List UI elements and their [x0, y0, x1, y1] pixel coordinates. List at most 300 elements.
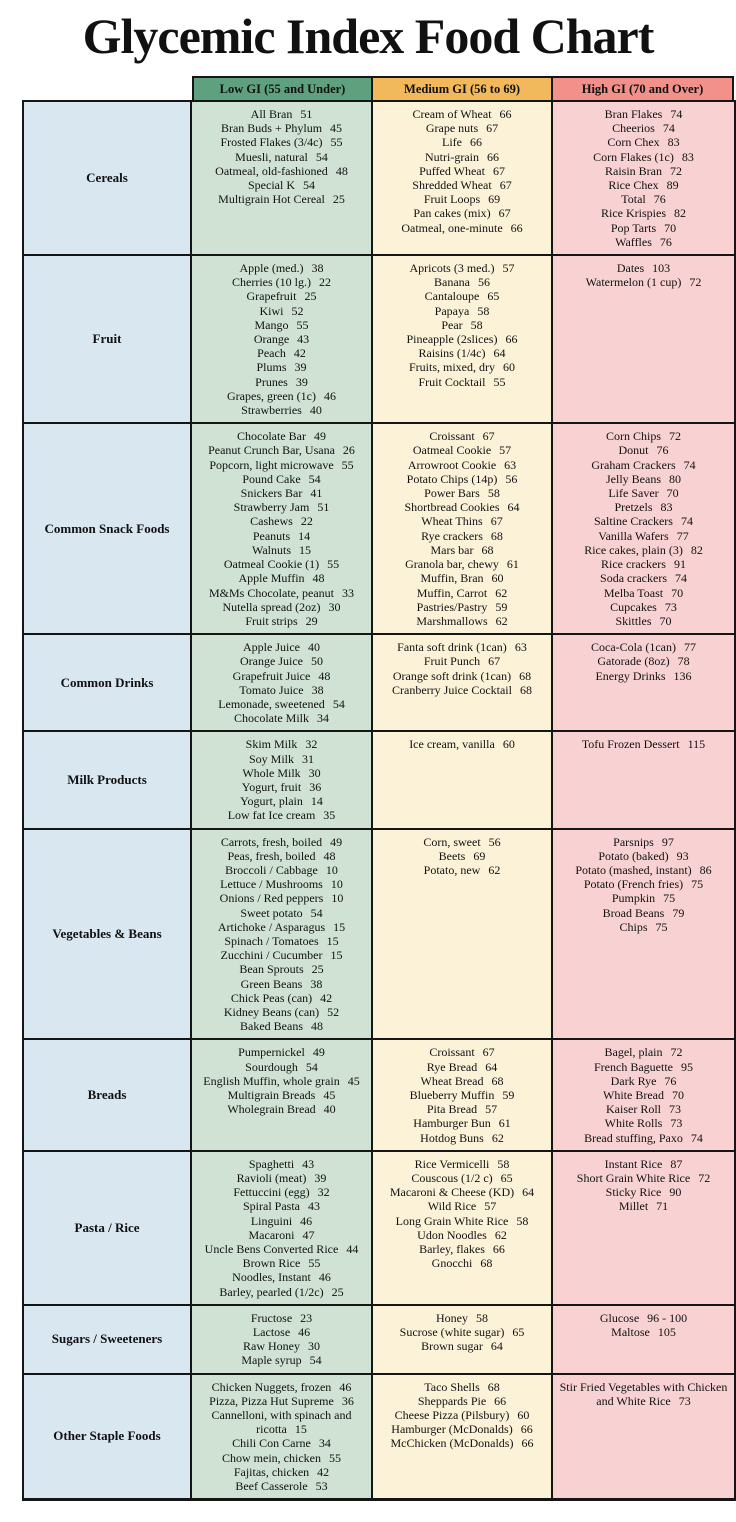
food-gi-value: 39 [314, 1171, 327, 1186]
food-name: Corn Flakes (1c) [593, 149, 674, 164]
food-gi-value: 29 [305, 613, 318, 628]
food-name: Grapes, green (1c) [227, 388, 316, 403]
food-name: Soda crackers [600, 571, 667, 586]
food-item [557, 443, 730, 457]
food-gi-value: 67 [490, 514, 503, 529]
food-name: Fruit Cocktail [418, 374, 486, 389]
medium-gi-cell [373, 102, 553, 254]
food-item [557, 1311, 730, 1325]
food-gi-value: 46 [300, 1213, 313, 1228]
food-name: Rice crackers [601, 557, 666, 572]
food-name: Wild Rice [427, 1199, 477, 1214]
food-gi-value: 71 [656, 1199, 669, 1214]
food-gi-value: 115 [687, 737, 706, 752]
food-gi-value: 65 [487, 289, 500, 304]
food-item [557, 192, 730, 206]
food-gi-value: 26 [342, 443, 355, 458]
food-item [196, 389, 367, 403]
food-item [377, 600, 547, 614]
food-name: Rye Bread [426, 1059, 478, 1074]
food-gi-value: 60 [503, 360, 515, 375]
food-item [196, 543, 367, 557]
food-name: Pop Tarts [610, 220, 657, 235]
food-gi-value: 54 [332, 696, 345, 711]
food-name: Ice cream, vanilla [409, 737, 495, 752]
food-name: Kaiser Roll [606, 1102, 661, 1117]
food-gi-value: 45 [347, 1073, 360, 1088]
food-gi-value: 38 [310, 976, 323, 991]
food-name: Cupcakes [610, 599, 657, 614]
food-gi-value: 39 [295, 374, 308, 389]
food-item [377, 261, 547, 275]
category-cell [24, 1152, 192, 1304]
food-gi-value: 30 [328, 599, 341, 614]
food-name: Ravioli (meat) [236, 1171, 307, 1186]
category-cell [24, 830, 192, 1039]
food-gi-value: 59 [495, 599, 508, 614]
food-gi-value: 67 [482, 429, 495, 444]
food-name: Donut [618, 443, 649, 458]
food-name: Muffin, Carrot [416, 585, 488, 600]
food-name: Nutri-grain [425, 149, 479, 164]
food-name: Sheppards Pie [417, 1393, 487, 1408]
food-gi-value: 54 [305, 1059, 318, 1074]
food-item [196, 1325, 367, 1339]
food-name: Barley, pearled (1/2c) [219, 1284, 324, 1299]
food-gi-value: 25 [311, 962, 324, 977]
column-header-high-gi: High GI (70 and Over) [553, 76, 734, 100]
food-name: Croissant [429, 1045, 475, 1060]
table-row [24, 256, 734, 424]
category-label: Common Drinks [60, 674, 154, 690]
food-item [557, 600, 730, 614]
table-row [24, 635, 734, 732]
food-item [377, 1045, 547, 1059]
low-gi-cell [192, 1152, 373, 1304]
category-label: Milk Products [67, 771, 147, 787]
food-item [557, 1102, 730, 1116]
food-item [377, 543, 547, 557]
food-gi-value: 52 [291, 303, 304, 318]
food-gi-value: 31 [302, 751, 314, 766]
food-gi-value: 46 [323, 388, 336, 403]
food-item [196, 1311, 367, 1325]
food-gi-value: 62 [494, 1227, 507, 1242]
food-item [377, 1242, 547, 1256]
table-row [24, 424, 734, 635]
food-gi-value: 42 [293, 346, 306, 361]
food-item [557, 275, 730, 289]
food-item [377, 121, 547, 135]
food-name: Pumpkin [611, 891, 656, 906]
food-name: Honey [436, 1310, 468, 1325]
food-gi-value: 43 [308, 1199, 320, 1214]
food-item [196, 920, 367, 934]
food-item [377, 360, 547, 374]
food-item [377, 429, 547, 443]
category-label: Other Staple Foods [53, 1428, 161, 1444]
food-gi-value: 67 [482, 1045, 495, 1060]
food-item [196, 600, 367, 614]
food-item [377, 683, 547, 697]
food-name: Oatmeal Cookie [412, 443, 492, 458]
food-item [377, 640, 547, 654]
food-name: Apple (med.) [239, 261, 304, 276]
food-name: Raisins (1/4c) [418, 346, 486, 361]
food-gi-value: 62 [491, 1130, 504, 1145]
food-name: Bran Flakes [604, 107, 663, 121]
food-gi-value: 65 [500, 1171, 513, 1186]
food-gi-value: 62 [495, 613, 508, 628]
food-gi-value: 49 [312, 1045, 325, 1060]
food-name: Pretzels [614, 500, 653, 515]
high-gi-cell [553, 830, 734, 1039]
food-item [196, 808, 367, 822]
food-item [377, 1131, 547, 1145]
food-name: Banana [434, 275, 470, 290]
food-gi-value: 58 [470, 317, 483, 332]
food-item [196, 1214, 367, 1228]
food-item [557, 107, 730, 121]
food-item [377, 346, 547, 360]
food-name: Cannelloni, with spinach and ricotta [211, 1408, 352, 1437]
food-gi-value: 57 [502, 261, 515, 276]
food-gi-value: 77 [683, 640, 696, 655]
food-name: Rice cakes, plain (3) [584, 542, 683, 557]
food-gi-value: 35 [323, 808, 336, 823]
food-item [196, 304, 367, 318]
food-gi-value: 58 [476, 1310, 488, 1325]
food-item [196, 121, 367, 135]
food-item [196, 1270, 367, 1284]
food-name: Graham Crackers [591, 457, 676, 472]
food-gi-value: 55 [296, 317, 309, 332]
food-name: Kiwi [259, 303, 284, 318]
food-item [557, 235, 730, 249]
food-gi-value: 33 [341, 585, 354, 600]
food-gi-value: 39 [294, 360, 307, 375]
food-gi-value: 64 [485, 1059, 498, 1074]
food-name: Pita Bread [426, 1102, 478, 1117]
table-row [24, 1040, 734, 1151]
food-item [557, 1116, 730, 1130]
table-row [24, 830, 734, 1041]
food-gi-value: 32 [317, 1185, 330, 1200]
food-gi-value: 63 [504, 457, 517, 472]
food-name: Croissant [429, 429, 475, 444]
food-gi-value: 89 [666, 178, 679, 193]
food-gi-value: 72 [670, 1045, 683, 1060]
food-item [557, 1380, 730, 1408]
food-item [557, 835, 730, 849]
food-gi-value: 83 [681, 149, 694, 164]
food-gi-value: 62 [488, 862, 501, 877]
food-item [557, 906, 730, 920]
food-item [377, 1394, 547, 1408]
food-name: Mango [254, 317, 289, 332]
category-cell [24, 732, 192, 827]
food-item [377, 1339, 547, 1353]
food-item [196, 1380, 367, 1394]
food-gi-value: 64 [522, 1185, 535, 1200]
food-name: Rice Krispies [601, 206, 666, 221]
low-gi-cell [192, 732, 373, 827]
food-item [557, 877, 730, 891]
food-item [196, 711, 367, 725]
food-item [377, 443, 547, 457]
high-gi-cell [553, 732, 734, 827]
food-name: Snickers Bar [240, 486, 303, 501]
food-gi-value: 83 [660, 500, 673, 515]
food-item [377, 375, 547, 389]
food-name: Multigrain Hot Cereal [218, 192, 325, 207]
food-item [377, 737, 547, 751]
food-name: Low fat Ice cream [227, 808, 316, 823]
food-name: Corn Chips [605, 429, 661, 444]
food-gi-value: 40 [309, 403, 322, 418]
food-item [196, 1102, 367, 1116]
food-item [557, 221, 730, 235]
low-gi-cell [192, 102, 373, 254]
food-gi-value: 82 [690, 542, 703, 557]
food-name: Apricots (3 med.) [409, 261, 495, 276]
food-gi-value: 83 [667, 135, 680, 150]
food-name: Orange [253, 332, 290, 347]
food-item [377, 1214, 547, 1228]
food-item [196, 1060, 367, 1074]
food-name: Spiral Pasta [243, 1199, 300, 1214]
food-name: Onions / Red peppers [219, 891, 324, 906]
food-item [557, 1199, 730, 1213]
food-gi-value: 30 [308, 765, 321, 780]
food-name: Pan cakes (mix) [413, 206, 491, 221]
food-item [557, 669, 730, 683]
food-gi-value: 76 [659, 234, 672, 249]
medium-gi-cell [373, 1306, 553, 1373]
food-gi-value: 61 [498, 1116, 511, 1131]
food-name: Chocolate Bar [237, 429, 306, 444]
food-name: Rice Vermicelli [414, 1156, 490, 1171]
food-item [196, 586, 367, 600]
food-item [196, 766, 367, 780]
food-item [196, 346, 367, 360]
food-gi-value: 68 [487, 1379, 500, 1394]
food-item [196, 1339, 367, 1353]
food-gi-value: 62 [495, 585, 508, 600]
food-item [377, 1088, 547, 1102]
food-name: Instant Rice [604, 1156, 663, 1171]
food-item [557, 206, 730, 220]
table-row [24, 1152, 734, 1306]
food-name: Wholegrain Bread [227, 1102, 316, 1117]
food-name: Shortbread Cookies [404, 500, 500, 515]
food-name: Peach [257, 346, 286, 361]
food-gi-value: 75 [691, 877, 704, 892]
food-gi-value: 55 [327, 557, 340, 572]
food-name: Mars bar [430, 542, 474, 557]
food-name: Oatmeal, old-fashioned [215, 163, 328, 178]
food-name: Oatmeal Cookie (1) [223, 557, 320, 572]
food-item [196, 1465, 367, 1479]
food-gi-value: 63 [514, 640, 527, 655]
food-item [377, 571, 547, 585]
food-name: Multigrain Breads [227, 1088, 316, 1102]
food-gi-value: 72 [670, 163, 682, 178]
food-name: Carrots, fresh, boiled [220, 834, 323, 849]
food-gi-value: 34 [318, 1436, 331, 1451]
food-item [557, 1171, 730, 1185]
food-name: Popcorn, light microwave [209, 457, 334, 472]
food-item [196, 318, 367, 332]
food-item [196, 332, 367, 346]
food-gi-value: 55 [308, 1256, 321, 1271]
food-gi-value: 72 [669, 429, 681, 444]
food-name: Gatorade (8oz) [597, 654, 670, 669]
food-item [196, 934, 367, 948]
food-name: Prunes [255, 374, 288, 389]
food-name: Bagel, plain [604, 1045, 663, 1060]
food-item [196, 1005, 367, 1019]
food-gi-value: 25 [331, 1284, 344, 1299]
category-label: Breads [87, 1087, 127, 1103]
food-item [196, 849, 367, 863]
food-gi-value: 105 [657, 1325, 676, 1340]
food-gi-value: 90 [669, 1185, 682, 1200]
food-gi-value: 76 [656, 443, 669, 458]
food-name: Raw Honey [243, 1339, 300, 1354]
high-gi-cell [553, 1040, 734, 1149]
gi-chart [22, 76, 736, 1501]
food-name: Coca-Cola (1can) [591, 640, 676, 655]
food-gi-value: 48 [323, 848, 336, 863]
food-name: Chick Peas (can) [230, 990, 313, 1005]
food-item [196, 1408, 367, 1436]
food-item [196, 107, 367, 121]
food-item [196, 1157, 367, 1171]
food-item [196, 683, 367, 697]
food-gi-value: 66 [499, 107, 512, 121]
food-name: Grapefruit [246, 289, 297, 304]
food-gi-value: 70 [659, 613, 672, 628]
food-item [196, 1479, 367, 1493]
food-item [557, 150, 730, 164]
low-gi-cell [192, 635, 373, 730]
category-cell [24, 102, 192, 254]
food-item [377, 178, 547, 192]
food-gi-value: 56 [477, 275, 490, 290]
food-name: Total [621, 192, 646, 207]
food-item [377, 458, 547, 472]
food-item [196, 429, 367, 443]
food-gi-value: 74 [662, 121, 675, 136]
column-header-medium-gi: Medium GI (56 to 69) [373, 76, 553, 100]
food-name: Fruit strips [245, 613, 298, 628]
food-gi-value: 32 [305, 737, 318, 752]
food-name: Fettuccini (egg) [233, 1185, 310, 1200]
food-gi-value: 57 [484, 1199, 497, 1214]
food-name: Orange soft drink (1can) [392, 668, 512, 683]
food-item [196, 150, 367, 164]
food-item [196, 640, 367, 654]
food-name: Walnuts [251, 542, 292, 557]
food-gi-value: 67 [486, 121, 499, 136]
food-name: Nutella spread (2oz) [222, 599, 321, 614]
food-name: Fructose [250, 1310, 293, 1325]
category-label: Cereals [86, 170, 128, 186]
food-item [196, 991, 367, 1005]
food-item [557, 472, 730, 486]
food-gi-value: 54 [303, 178, 315, 193]
food-name: Long Grain White Rice [395, 1213, 509, 1228]
food-item [557, 920, 730, 934]
food-gi-value: 42 [320, 990, 333, 1005]
low-gi-cell [192, 830, 373, 1039]
food-name: Brown Rice [242, 1256, 301, 1271]
food-name: Frosted Flakes (3/4c) [220, 135, 323, 150]
food-name: Power Bars [424, 486, 480, 501]
food-item [377, 304, 547, 318]
food-gi-value: 70 [664, 220, 677, 235]
food-name: Waffles [615, 234, 652, 249]
food-gi-value: 25 [304, 289, 317, 304]
food-item [377, 1325, 547, 1339]
table-row [24, 732, 734, 829]
food-item [377, 614, 547, 628]
food-gi-value: 56 [488, 834, 501, 849]
food-gi-value: 66 [492, 1242, 505, 1257]
food-gi-value: 48 [335, 163, 348, 178]
food-gi-value: 56 [505, 471, 518, 486]
food-gi-value: 34 [317, 711, 329, 726]
food-item [196, 1045, 367, 1059]
food-item [557, 614, 730, 628]
food-gi-value: 58 [477, 303, 490, 318]
food-name: Potato (baked) [598, 848, 669, 863]
food-item [196, 977, 367, 991]
food-gi-value: 103 [652, 261, 671, 276]
food-name: Spaghetti [248, 1156, 295, 1171]
food-gi-value: 60 [491, 571, 504, 586]
food-gi-value: 68 [481, 542, 494, 557]
food-item [557, 640, 730, 654]
food-item [196, 557, 367, 571]
food-gi-value: 51 [317, 500, 330, 515]
food-item [377, 863, 547, 877]
food-gi-value: 67 [492, 163, 505, 178]
food-name: Uncle Bens Converted Rice [204, 1242, 339, 1257]
food-item [196, 1185, 367, 1199]
food-name: Sweet potato [240, 905, 303, 920]
high-gi-cell [553, 102, 734, 254]
food-name: Fruits, mixed, dry [409, 360, 495, 375]
food-item [196, 863, 367, 877]
food-gi-value: 60 [502, 737, 515, 752]
medium-gi-cell [373, 830, 553, 1039]
food-gi-value: 41 [310, 486, 323, 501]
food-item [196, 1451, 367, 1465]
food-name: Wheat Bread [420, 1073, 484, 1088]
table-row [24, 1306, 734, 1375]
food-item [377, 835, 547, 849]
food-item [196, 192, 367, 206]
food-name: Cherries (10 lg.) [232, 275, 311, 290]
food-gi-value: 54 [308, 471, 321, 486]
food-name: Apple Juice [243, 640, 300, 655]
food-gi-value: 68 [490, 528, 503, 543]
food-name: Cheerios [612, 121, 655, 136]
food-name: Lettuce / Mushrooms [220, 877, 323, 892]
food-gi-value: 72 [698, 1171, 711, 1186]
